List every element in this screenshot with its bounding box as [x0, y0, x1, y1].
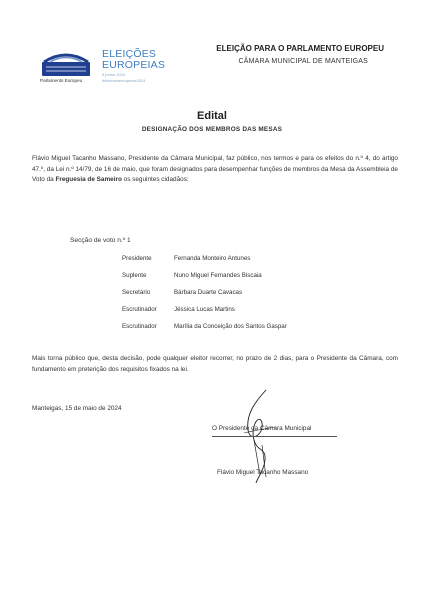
- intro-text-a: Flávio Miguel Tacanho Massano, Presidente da Câmara Municipal, faz público, nos termos e para os efeitos do n.º 4, do artigo 47.º, da Lei n.º 14/79, de 16 de maio, que foram designados para desempenhar funções de membros da Mesa da Assembleia de Voto da: [32, 155, 398, 183]
- place-date: Manteigas, 15 de maio de 2024: [32, 405, 122, 412]
- intro-paragraph: [32, 154, 398, 186]
- closing-paragraph: Mais torna público que, desta decisão, pode qualquer eleitor recorrer, no prazo de 2 dias, para o Presidente da Câmara, com fundamento em preterição dos requisitos fixados na lei.: [32, 355, 398, 373]
- parliament-label: Parlamento Europeu: [40, 78, 83, 83]
- member-row: [122, 284, 287, 301]
- header-logo-block: [40, 44, 170, 94]
- elections-word-1: ELEIÇÕES: [102, 48, 157, 60]
- member-role: Escrutinador: [122, 306, 157, 313]
- elections-word-2: EUROPEIAS: [102, 59, 166, 71]
- parish-name: Freguesia de Sameiro: [55, 176, 122, 183]
- members-list: [122, 250, 287, 335]
- member-name: Fernanda Monteiro Antunes: [174, 255, 251, 262]
- document-title: Edital: [197, 110, 227, 122]
- european-parliament-logo-icon: [40, 48, 92, 78]
- signature-name: Flávio Miguel Tacanho Massano: [217, 469, 309, 476]
- member-role: Presidente: [122, 255, 152, 262]
- member-row: [122, 318, 287, 335]
- member-role: Suplente: [122, 272, 147, 279]
- member-role: Secretário: [122, 289, 151, 296]
- member-role: Escrutinador: [122, 323, 157, 330]
- member-name: Nuno Miguel Fernandes Biscaia: [174, 272, 262, 279]
- member-name: Bárbara Duarte Cavacas: [174, 289, 243, 296]
- header-subtitle: CÂMARA MUNICIPAL DE MANTEIGAS: [238, 58, 368, 65]
- elections-hashtag: #eleicoeseuropeias2024: [102, 78, 146, 83]
- member-name: Marília da Conceição dos Santos Gaspar: [174, 323, 287, 330]
- member-name: Jéssica Lucas Martins: [174, 306, 235, 313]
- header-title: ELEIÇÃO PARA O PARLAMENTO EUROPEU: [216, 44, 384, 53]
- member-row: [122, 250, 287, 267]
- voting-section-label: Secção de voto n.º 1: [70, 237, 131, 244]
- member-row: [122, 301, 287, 318]
- intro-text-c: os seguintes cidadãos:: [121, 176, 189, 183]
- signature-line: [212, 436, 337, 437]
- member-row: [122, 267, 287, 284]
- signature-title: O Presidente da Câmara Municipal: [212, 425, 312, 432]
- elections-date: 9 junho 2024: [102, 72, 126, 77]
- document-subtitle: DESIGNAÇÃO DOS MEMBROS DAS MESAS: [141, 126, 283, 133]
